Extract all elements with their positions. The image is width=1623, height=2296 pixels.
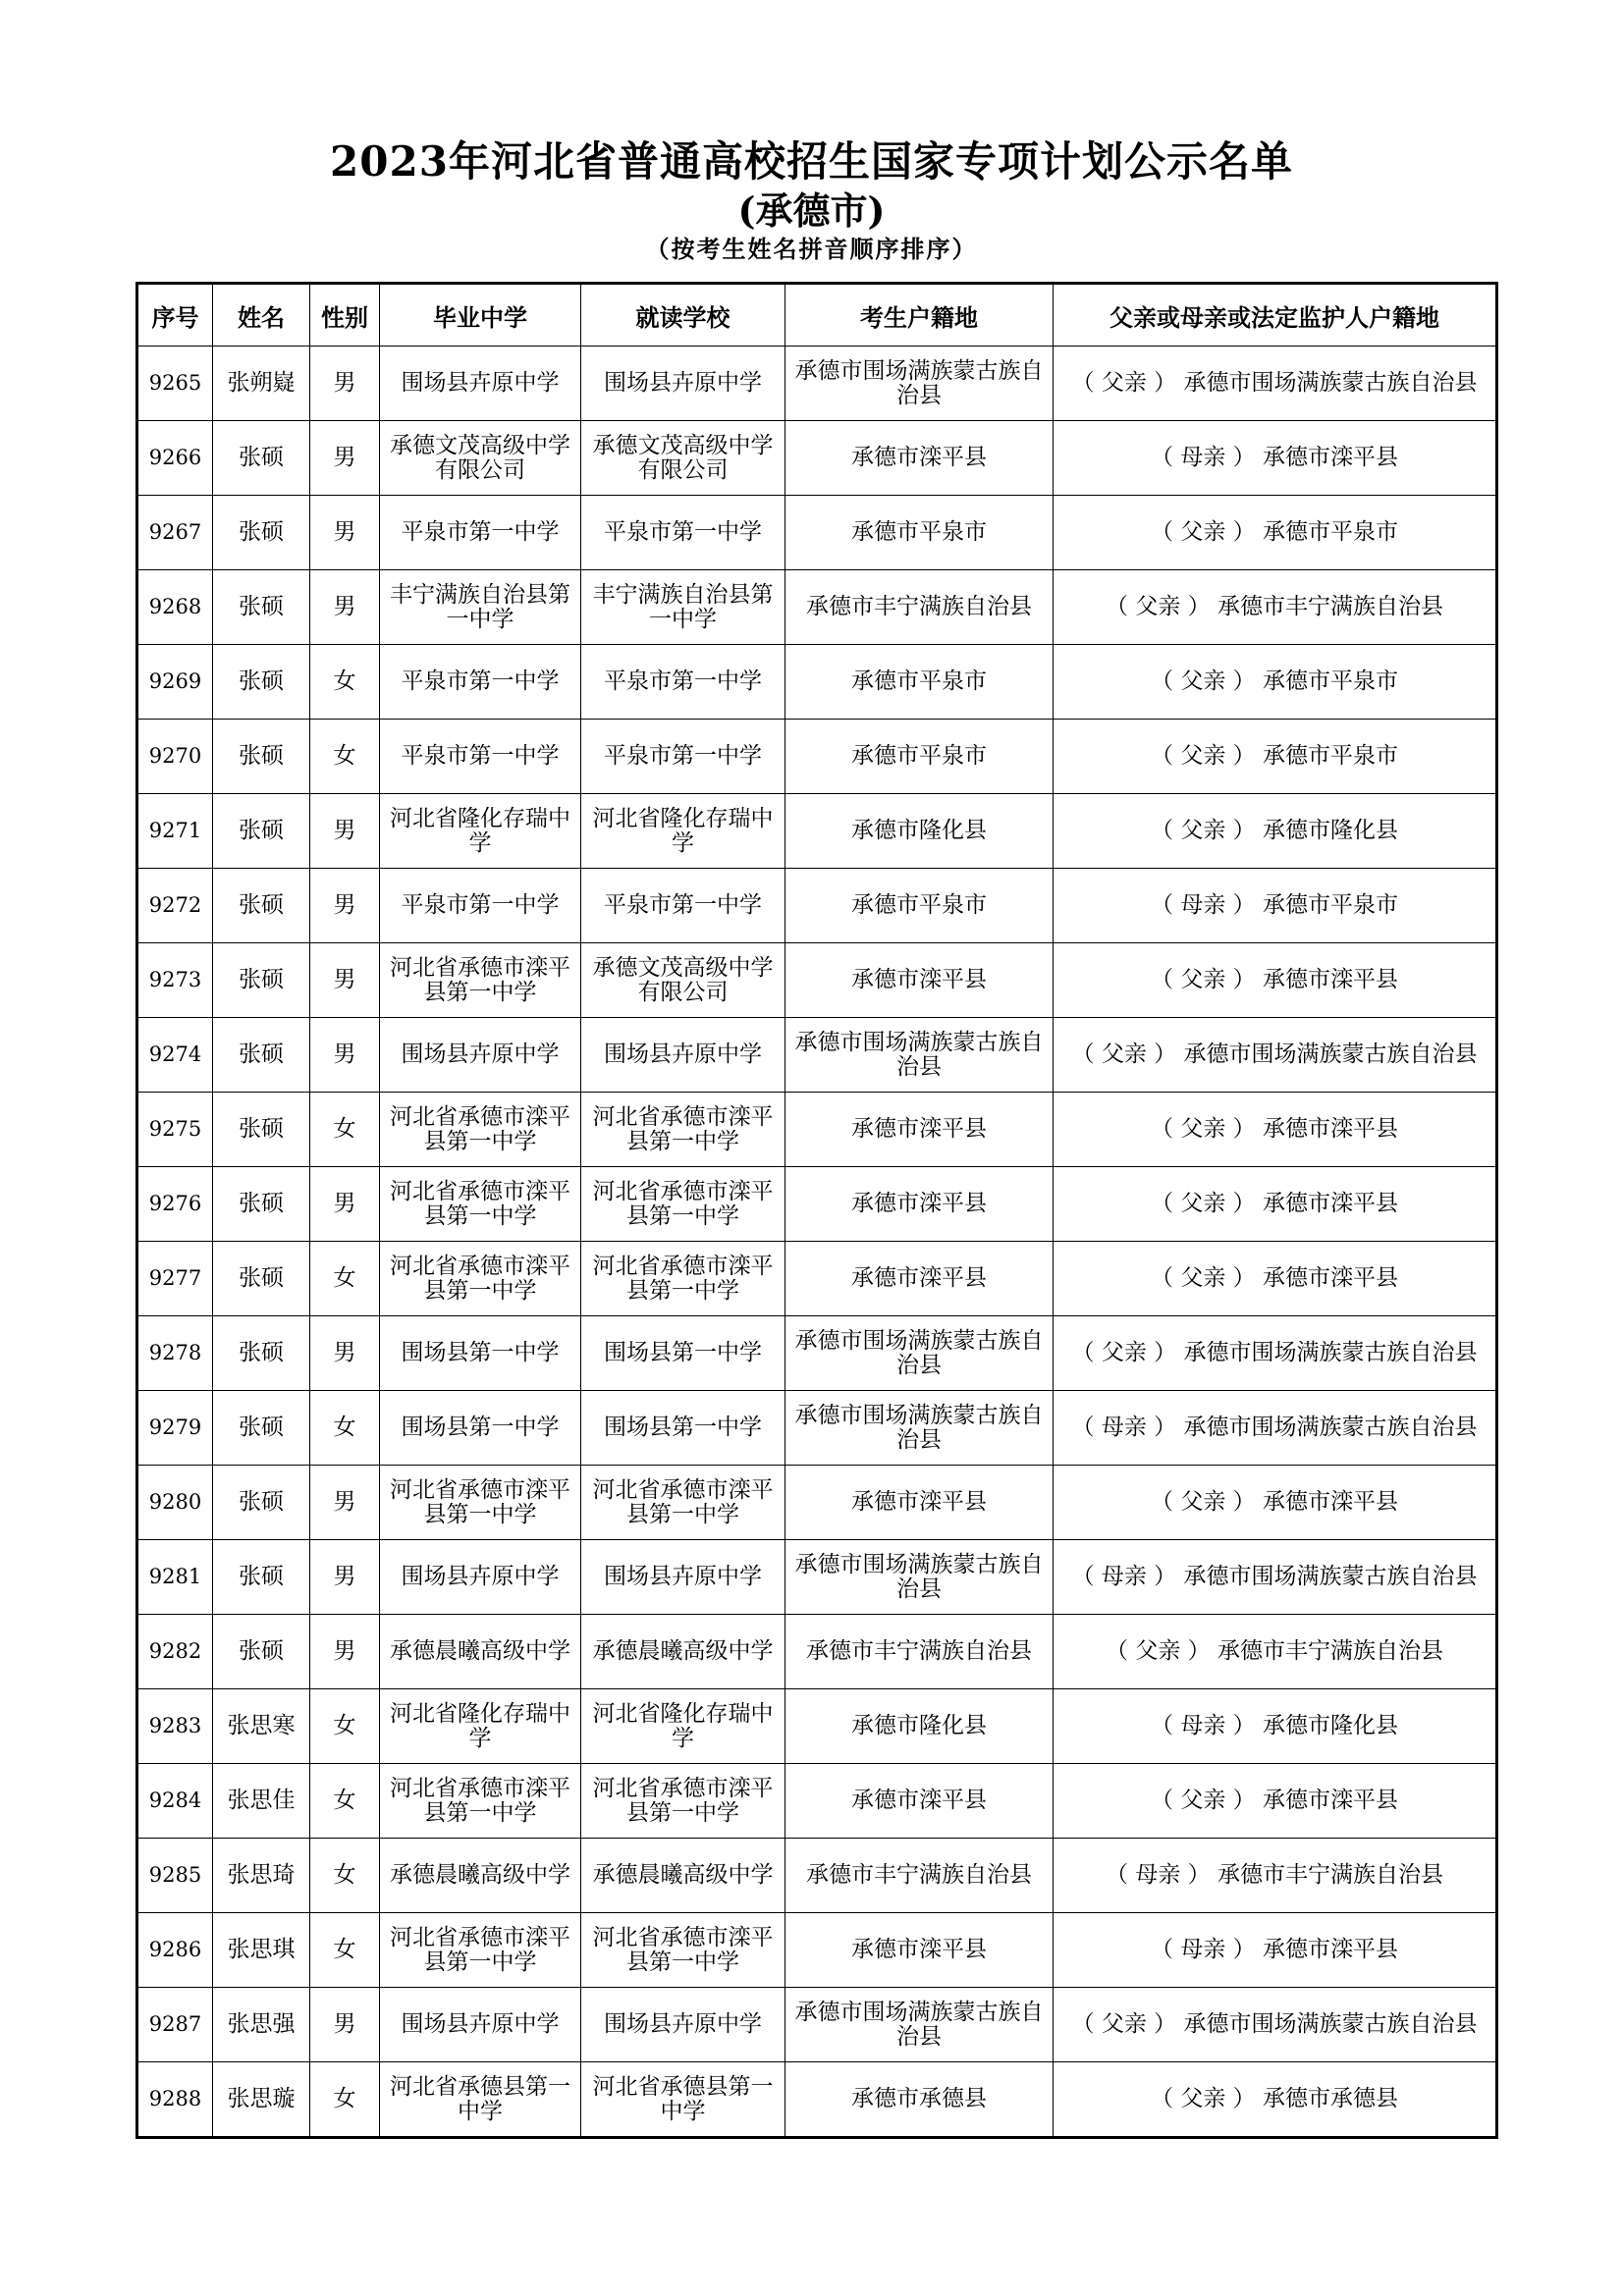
cell-current-school: 河北省承德市滦平县第一中学 (581, 1466, 785, 1540)
cell-guardian-registration: （ 父亲 ） 承德市滦平县 (1054, 1764, 1497, 1839)
cell-name: 张硕 (213, 1615, 310, 1689)
cell-serial: 9276 (137, 1167, 213, 1242)
cell-guardian-registration: （ 父亲 ） 承德市围场满族蒙古族自治县 (1054, 347, 1497, 421)
cell-current-school: 平泉市第一中学 (581, 720, 785, 794)
cell-serial: 9284 (137, 1764, 213, 1839)
cell-current-school: 河北省承德市滦平县第一中学 (581, 1913, 785, 1988)
cell-guardian-registration: （ 父亲 ） 承德市隆化县 (1054, 794, 1497, 869)
cell-serial: 9269 (137, 645, 213, 720)
table-row (137, 1391, 1497, 1466)
cell-name: 张硕 (213, 1167, 310, 1242)
cell-name: 张硕 (213, 869, 310, 943)
cell-serial: 9286 (137, 1913, 213, 1988)
cell-household-registration: 承德市滦平县 (785, 1913, 1054, 1988)
header-name: 姓名 (213, 284, 310, 347)
table-row (137, 570, 1497, 645)
cell-gender: 男 (310, 1167, 380, 1242)
cell-gender: 女 (310, 1764, 380, 1839)
table-header-row (137, 284, 1497, 347)
cell-graduation-school: 围场县卉原中学 (380, 1018, 581, 1093)
cell-current-school: 河北省隆化存瑞中学 (581, 794, 785, 869)
cell-serial: 9278 (137, 1316, 213, 1391)
cell-gender: 男 (310, 347, 380, 421)
cell-household-registration: 承德市滦平县 (785, 421, 1054, 496)
table-row (137, 720, 1497, 794)
cell-gender: 女 (310, 645, 380, 720)
cell-graduation-school: 承德晨曦高级中学 (380, 1839, 581, 1913)
table-row (137, 1466, 1497, 1540)
cell-name: 张硕 (213, 794, 310, 869)
cell-guardian-registration: （ 母亲 ） 承德市滦平县 (1054, 1913, 1497, 1988)
cell-serial: 9266 (137, 421, 213, 496)
cell-household-registration: 承德市隆化县 (785, 794, 1054, 869)
header-current-school: 就读学校 (581, 284, 785, 347)
cell-household-registration: 承德市滦平县 (785, 1167, 1054, 1242)
cell-name: 张硕 (213, 1466, 310, 1540)
table-row (137, 1093, 1497, 1167)
cell-household-registration: 承德市滦平县 (785, 1466, 1054, 1540)
header-household-registration: 考生户籍地 (785, 284, 1054, 347)
table-row (137, 869, 1497, 943)
cell-graduation-school: 河北省隆化存瑞中学 (380, 1689, 581, 1764)
cell-gender: 男 (310, 1466, 380, 1540)
cell-graduation-school: 河北省承德市滦平县第一中学 (380, 1466, 581, 1540)
cell-serial: 9288 (137, 2062, 213, 2138)
cell-household-registration: 承德市围场满族蒙古族自治县 (785, 1540, 1054, 1615)
cell-household-registration: 承德市平泉市 (785, 869, 1054, 943)
document-subtitle: (承德市) (737, 188, 886, 233)
cell-name: 张硕 (213, 1540, 310, 1615)
cell-name: 张硕 (213, 943, 310, 1018)
cell-graduation-school: 平泉市第一中学 (380, 496, 581, 570)
cell-household-registration: 承德市围场满族蒙古族自治县 (785, 1988, 1054, 2062)
sort-note: （按考生姓名拼音顺序排序） (645, 235, 978, 263)
cell-gender: 女 (310, 1913, 380, 1988)
cell-name: 张硕 (213, 496, 310, 570)
cell-guardian-registration: （ 父亲 ） 承德市丰宁满族自治县 (1054, 1615, 1497, 1689)
cell-name: 张硕 (213, 1018, 310, 1093)
cell-serial: 9283 (137, 1689, 213, 1764)
cell-current-school: 围场县卉原中学 (581, 1988, 785, 2062)
roster-table (135, 282, 1498, 2139)
cell-household-registration: 承德市围场满族蒙古族自治县 (785, 347, 1054, 421)
cell-serial: 9277 (137, 1242, 213, 1316)
cell-household-registration: 承德市隆化县 (785, 1689, 1054, 1764)
cell-gender: 女 (310, 2062, 380, 2138)
cell-household-registration: 承德市丰宁满族自治县 (785, 1839, 1054, 1913)
cell-current-school: 河北省隆化存瑞中学 (581, 1689, 785, 1764)
cell-gender: 男 (310, 1316, 380, 1391)
cell-serial: 9265 (137, 347, 213, 421)
cell-household-registration: 承德市平泉市 (785, 645, 1054, 720)
cell-guardian-registration: （ 父亲 ） 承德市滦平县 (1054, 1466, 1497, 1540)
cell-household-registration: 承德市平泉市 (785, 720, 1054, 794)
cell-current-school: 河北省承德市滦平县第一中学 (581, 1242, 785, 1316)
cell-graduation-school: 河北省承德市滦平县第一中学 (380, 1242, 581, 1316)
table-row (137, 2062, 1497, 2138)
cell-guardian-registration: （ 父亲 ） 承德市滦平县 (1054, 1093, 1497, 1167)
cell-household-registration: 承德市丰宁满族自治县 (785, 1615, 1054, 1689)
cell-name: 张思寒 (213, 1689, 310, 1764)
cell-name: 张硕 (213, 1316, 310, 1391)
cell-graduation-school: 河北省承德市滦平县第一中学 (380, 1167, 581, 1242)
table-row (137, 1316, 1497, 1391)
cell-gender: 女 (310, 1839, 380, 1913)
cell-serial: 9272 (137, 869, 213, 943)
cell-graduation-school: 围场县第一中学 (380, 1316, 581, 1391)
cell-name: 张朔嶷 (213, 347, 310, 421)
table-row (137, 421, 1497, 496)
cell-graduation-school: 河北省承德市滦平县第一中学 (380, 1093, 581, 1167)
cell-household-registration: 承德市丰宁满族自治县 (785, 570, 1054, 645)
cell-name: 张思璇 (213, 2062, 310, 2138)
table-row (137, 1988, 1497, 2062)
header-serial: 序号 (137, 284, 213, 347)
cell-current-school: 河北省承德县第一中学 (581, 2062, 785, 2138)
cell-graduation-school: 平泉市第一中学 (380, 720, 581, 794)
table-row (137, 1018, 1497, 1093)
cell-current-school: 承德晨曦高级中学 (581, 1615, 785, 1689)
cell-graduation-school: 平泉市第一中学 (380, 645, 581, 720)
cell-household-registration: 承德市滦平县 (785, 943, 1054, 1018)
cell-guardian-registration: （ 父亲 ） 承德市平泉市 (1054, 496, 1497, 570)
cell-serial: 9267 (137, 496, 213, 570)
table-row (137, 645, 1497, 720)
cell-gender: 女 (310, 1391, 380, 1466)
cell-serial: 9280 (137, 1466, 213, 1540)
cell-serial: 9270 (137, 720, 213, 794)
cell-name: 张思琦 (213, 1839, 310, 1913)
cell-current-school: 河北省承德市滦平县第一中学 (581, 1764, 785, 1839)
table-row (137, 1615, 1497, 1689)
cell-household-registration: 承德市围场满族蒙古族自治县 (785, 1391, 1054, 1466)
cell-gender: 男 (310, 1018, 380, 1093)
cell-gender: 男 (310, 496, 380, 570)
cell-current-school: 承德文茂高级中学有限公司 (581, 943, 785, 1018)
header-gender: 性别 (310, 284, 380, 347)
table-row (137, 1689, 1497, 1764)
cell-current-school: 平泉市第一中学 (581, 645, 785, 720)
cell-graduation-school: 河北省隆化存瑞中学 (380, 794, 581, 869)
cell-current-school: 河北省承德市滦平县第一中学 (581, 1093, 785, 1167)
cell-gender: 女 (310, 1093, 380, 1167)
cell-gender: 男 (310, 570, 380, 645)
table-row (137, 1540, 1497, 1615)
cell-guardian-registration: （ 母亲 ） 承德市围场满族蒙古族自治县 (1054, 1391, 1497, 1466)
cell-graduation-school: 丰宁满族自治县第一中学 (380, 570, 581, 645)
cell-guardian-registration: （ 父亲 ） 承德市滦平县 (1054, 1242, 1497, 1316)
document-title: 2023年河北省普通高校招生国家专项计划公示名单 (330, 137, 1293, 186)
cell-guardian-registration: （ 父亲 ） 承德市滦平县 (1054, 943, 1497, 1018)
cell-guardian-registration: （ 父亲 ） 承德市平泉市 (1054, 645, 1497, 720)
cell-household-registration: 承德市围场满族蒙古族自治县 (785, 1316, 1054, 1391)
cell-current-school: 围场县卉原中学 (581, 347, 785, 421)
table-row (137, 496, 1497, 570)
cell-name: 张硕 (213, 720, 310, 794)
cell-gender: 男 (310, 421, 380, 496)
cell-name: 张硕 (213, 645, 310, 720)
cell-graduation-school: 围场县卉原中学 (380, 1540, 581, 1615)
cell-gender: 男 (310, 1988, 380, 2062)
cell-graduation-school: 河北省承德县第一中学 (380, 2062, 581, 2138)
cell-name: 张思佳 (213, 1764, 310, 1839)
cell-name: 张硕 (213, 1093, 310, 1167)
cell-current-school: 平泉市第一中学 (581, 496, 785, 570)
cell-current-school: 承德晨曦高级中学 (581, 1839, 785, 1913)
cell-graduation-school: 围场县第一中学 (380, 1391, 581, 1466)
cell-guardian-registration: （ 母亲 ） 承德市平泉市 (1054, 869, 1497, 943)
cell-current-school: 平泉市第一中学 (581, 869, 785, 943)
header-graduation-school: 毕业中学 (380, 284, 581, 347)
cell-graduation-school: 承德晨曦高级中学 (380, 1615, 581, 1689)
cell-household-registration: 承德市承德县 (785, 2062, 1054, 2138)
cell-guardian-registration: （ 父亲 ） 承德市围场满族蒙古族自治县 (1054, 1988, 1497, 2062)
table-row (137, 347, 1497, 421)
table-row (137, 1167, 1497, 1242)
table-row (137, 943, 1497, 1018)
cell-graduation-school: 河北省承德市滦平县第一中学 (380, 943, 581, 1018)
table-row (137, 1839, 1497, 1913)
cell-serial: 9275 (137, 1093, 213, 1167)
cell-guardian-registration: （ 母亲 ） 承德市围场满族蒙古族自治县 (1054, 1540, 1497, 1615)
cell-name: 张硕 (213, 570, 310, 645)
table-row (137, 1764, 1497, 1839)
cell-graduation-school: 河北省承德市滦平县第一中学 (380, 1913, 581, 1988)
header-guardian-registration: 父亲或母亲或法定监护人户籍地 (1054, 284, 1497, 347)
cell-graduation-school: 河北省承德市滦平县第一中学 (380, 1764, 581, 1839)
cell-serial: 9285 (137, 1839, 213, 1913)
cell-current-school: 围场县第一中学 (581, 1316, 785, 1391)
cell-household-registration: 承德市滦平县 (785, 1242, 1054, 1316)
cell-guardian-registration: （ 母亲 ） 承德市隆化县 (1054, 1689, 1497, 1764)
table-row (137, 1913, 1497, 1988)
cell-serial: 9268 (137, 570, 213, 645)
cell-current-school: 围场县第一中学 (581, 1391, 785, 1466)
cell-guardian-registration: （ 母亲 ） 承德市滦平县 (1054, 421, 1497, 496)
cell-serial: 9282 (137, 1615, 213, 1689)
cell-current-school: 围场县卉原中学 (581, 1018, 785, 1093)
cell-serial: 9274 (137, 1018, 213, 1093)
cell-gender: 女 (310, 1242, 380, 1316)
cell-gender: 男 (310, 794, 380, 869)
cell-graduation-school: 围场县卉原中学 (380, 347, 581, 421)
cell-household-registration: 承德市滦平县 (785, 1093, 1054, 1167)
cell-graduation-school: 平泉市第一中学 (380, 869, 581, 943)
cell-gender: 男 (310, 1615, 380, 1689)
cell-gender: 女 (310, 1689, 380, 1764)
cell-serial: 9279 (137, 1391, 213, 1466)
cell-name: 张思强 (213, 1988, 310, 2062)
cell-serial: 9271 (137, 794, 213, 869)
cell-gender: 男 (310, 1540, 380, 1615)
cell-guardian-registration: （ 父亲 ） 承德市承德县 (1054, 2062, 1497, 2138)
table-row (137, 1242, 1497, 1316)
cell-guardian-registration: （ 母亲 ） 承德市丰宁满族自治县 (1054, 1839, 1497, 1913)
cell-graduation-school: 承德文茂高级中学有限公司 (380, 421, 581, 496)
cell-guardian-registration: （ 父亲 ） 承德市丰宁满族自治县 (1054, 570, 1497, 645)
cell-guardian-registration: （ 父亲 ） 承德市滦平县 (1054, 1167, 1497, 1242)
cell-current-school: 丰宁满族自治县第一中学 (581, 570, 785, 645)
cell-household-registration: 承德市滦平县 (785, 1764, 1054, 1839)
cell-name: 张硕 (213, 1242, 310, 1316)
cell-serial: 9281 (137, 1540, 213, 1615)
cell-current-school: 河北省承德市滦平县第一中学 (581, 1167, 785, 1242)
cell-name: 张硕 (213, 1391, 310, 1466)
cell-gender: 男 (310, 869, 380, 943)
cell-guardian-registration: （ 父亲 ） 承德市平泉市 (1054, 720, 1497, 794)
cell-gender: 女 (310, 720, 380, 794)
cell-gender: 男 (310, 943, 380, 1018)
table-row (137, 794, 1497, 869)
cell-serial: 9273 (137, 943, 213, 1018)
cell-graduation-school: 围场县卉原中学 (380, 1988, 581, 2062)
cell-name: 张硕 (213, 421, 310, 496)
cell-household-registration: 承德市平泉市 (785, 496, 1054, 570)
cell-household-registration: 承德市围场满族蒙古族自治县 (785, 1018, 1054, 1093)
cell-current-school: 承德文茂高级中学有限公司 (581, 421, 785, 496)
cell-serial: 9287 (137, 1988, 213, 2062)
cell-guardian-registration: （ 父亲 ） 承德市围场满族蒙古族自治县 (1054, 1316, 1497, 1391)
cell-current-school: 围场县卉原中学 (581, 1540, 785, 1615)
cell-name: 张思琪 (213, 1913, 310, 1988)
cell-guardian-registration: （ 父亲 ） 承德市围场满族蒙古族自治县 (1054, 1018, 1497, 1093)
